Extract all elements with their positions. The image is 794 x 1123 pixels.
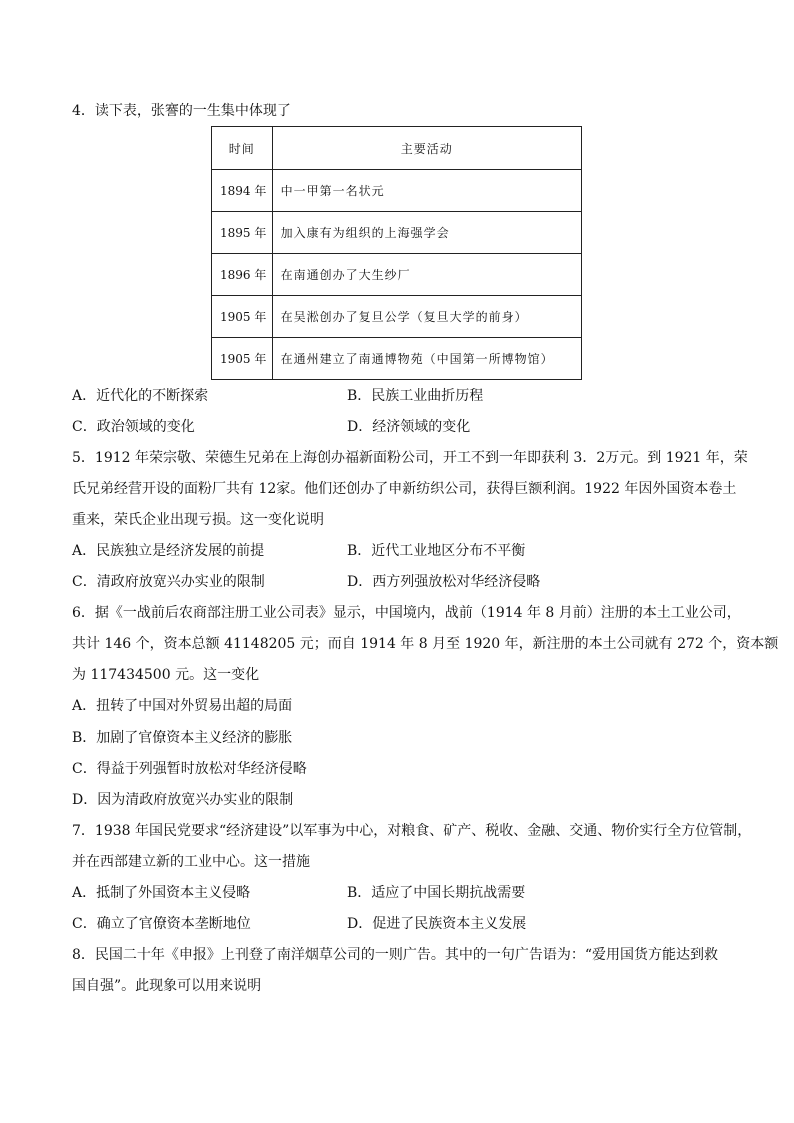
- q5-option-d[interactable]: D．西方列强放松对华经济侵略: [347, 574, 541, 590]
- q6-option-d[interactable]: D．因为清政府放宽兴办实业的限制: [72, 792, 294, 808]
- table-cell-activity: 在吴淞创办了复旦公学（复旦大学的前身）: [272, 296, 581, 338]
- table-cell-activity: 在南通创办了大生纱厂: [272, 254, 581, 296]
- table-row: [212, 296, 582, 338]
- table-row: [212, 338, 582, 380]
- q7-stem-line2: 并在西部建立新的工业中心。这一措施: [72, 854, 310, 870]
- q5-option-a[interactable]: A．民族独立是经济发展的前提: [72, 543, 265, 559]
- q4-option-a[interactable]: A．近代化的不断探索: [72, 388, 209, 404]
- q5-stem-line1: 5．1912 年荣宗敬、荣德生兄弟在上海创办福新面粉公司，开工不到一年即获利 3．2万元。到 1921 年，荣: [72, 450, 748, 466]
- table-cell-activity: 在通州建立了南通博物苑（中国第一所博物馆）: [272, 338, 581, 380]
- table-header-row: [212, 127, 582, 170]
- q7-option-a[interactable]: A．抵制了外国资本主义侵略: [72, 885, 251, 901]
- q5-stem-line3: 重来，荣氏企业出现亏损。这一变化说明: [72, 512, 324, 528]
- table-cell-year: 1896 年: [212, 254, 273, 296]
- table-row: [212, 212, 582, 254]
- table-row: [212, 170, 582, 212]
- table-cell-year: 1905 年: [212, 296, 273, 338]
- table-cell-year: 1905 年: [212, 338, 273, 380]
- table-cell-activity: 加入康有为组织的上海强学会: [272, 212, 581, 254]
- q6-option-c[interactable]: C．得益于列强暂时放松对华经济侵略: [72, 761, 307, 777]
- q4-table: [211, 126, 582, 380]
- q7-stem-line1: 7．1938 年国民党要求“经济建设”以军事为中心，对粮食、矿产、税收、金融、交通、物价实行全方位管制，: [72, 823, 752, 839]
- q5-option-c[interactable]: C．清政府放宽兴办实业的限制: [72, 574, 265, 590]
- q6-stem-line3: 为 117434500 元。这一变化: [72, 667, 260, 683]
- q7-option-c[interactable]: C．确立了官僚资本垄断地位: [72, 916, 251, 932]
- table-header-activity: 主要活动: [272, 127, 581, 170]
- q4-stem: 4．读下表，张謇的一生集中体现了: [72, 103, 291, 119]
- q5-stem-line2: 氏兄弟经营开设的面粉厂共有 12家。他们还创办了申新纺织公司，获得巨额利润。1922 年因外国资本卷土: [72, 481, 737, 497]
- table-header-time: 时间: [212, 127, 273, 170]
- q6-stem-line1: 6．据《一战前后农商部注册工业公司表》显示，中国境内，战前（1914 年 8 月前）注册的本土工业公司，: [72, 605, 741, 621]
- table-row: [212, 254, 582, 296]
- q6-option-b[interactable]: B．加剧了官僚资本主义经济的膨胀: [72, 730, 293, 746]
- table-cell-activity: 中一甲第一名状元: [272, 170, 581, 212]
- q6-option-a[interactable]: A．扭转了中国对外贸易出超的局面: [72, 698, 293, 714]
- q4-option-b[interactable]: B．民族工业曲折历程: [347, 388, 484, 404]
- table-cell-year: 1895 年: [212, 212, 273, 254]
- q4-option-c[interactable]: C．政治领域的变化: [72, 419, 195, 435]
- q5-option-b[interactable]: B．近代工业地区分布不平衡: [347, 543, 526, 559]
- q7-option-b[interactable]: B．适应了中国长期抗战需要: [347, 885, 526, 901]
- q7-option-d[interactable]: D．促进了民族资本主义发展: [347, 916, 527, 932]
- q6-stem-line2: 共计 146 个，资本总额 41148205 元；而自 1914 年 8 月至 1920 年，新注册的本土公司就有 272 个，资本额: [72, 636, 779, 652]
- table-cell-year: 1894 年: [212, 170, 273, 212]
- q4-option-d[interactable]: D．经济领域的变化: [347, 419, 471, 435]
- q8-stem-line2: 国自强”。此现象可以用来说明: [72, 978, 262, 994]
- q8-stem-line1: 8．民国二十年《申报》上刊登了南洋烟草公司的一则广告。其中的一句广告语为：“爱用国货方能达到救: [72, 947, 719, 963]
